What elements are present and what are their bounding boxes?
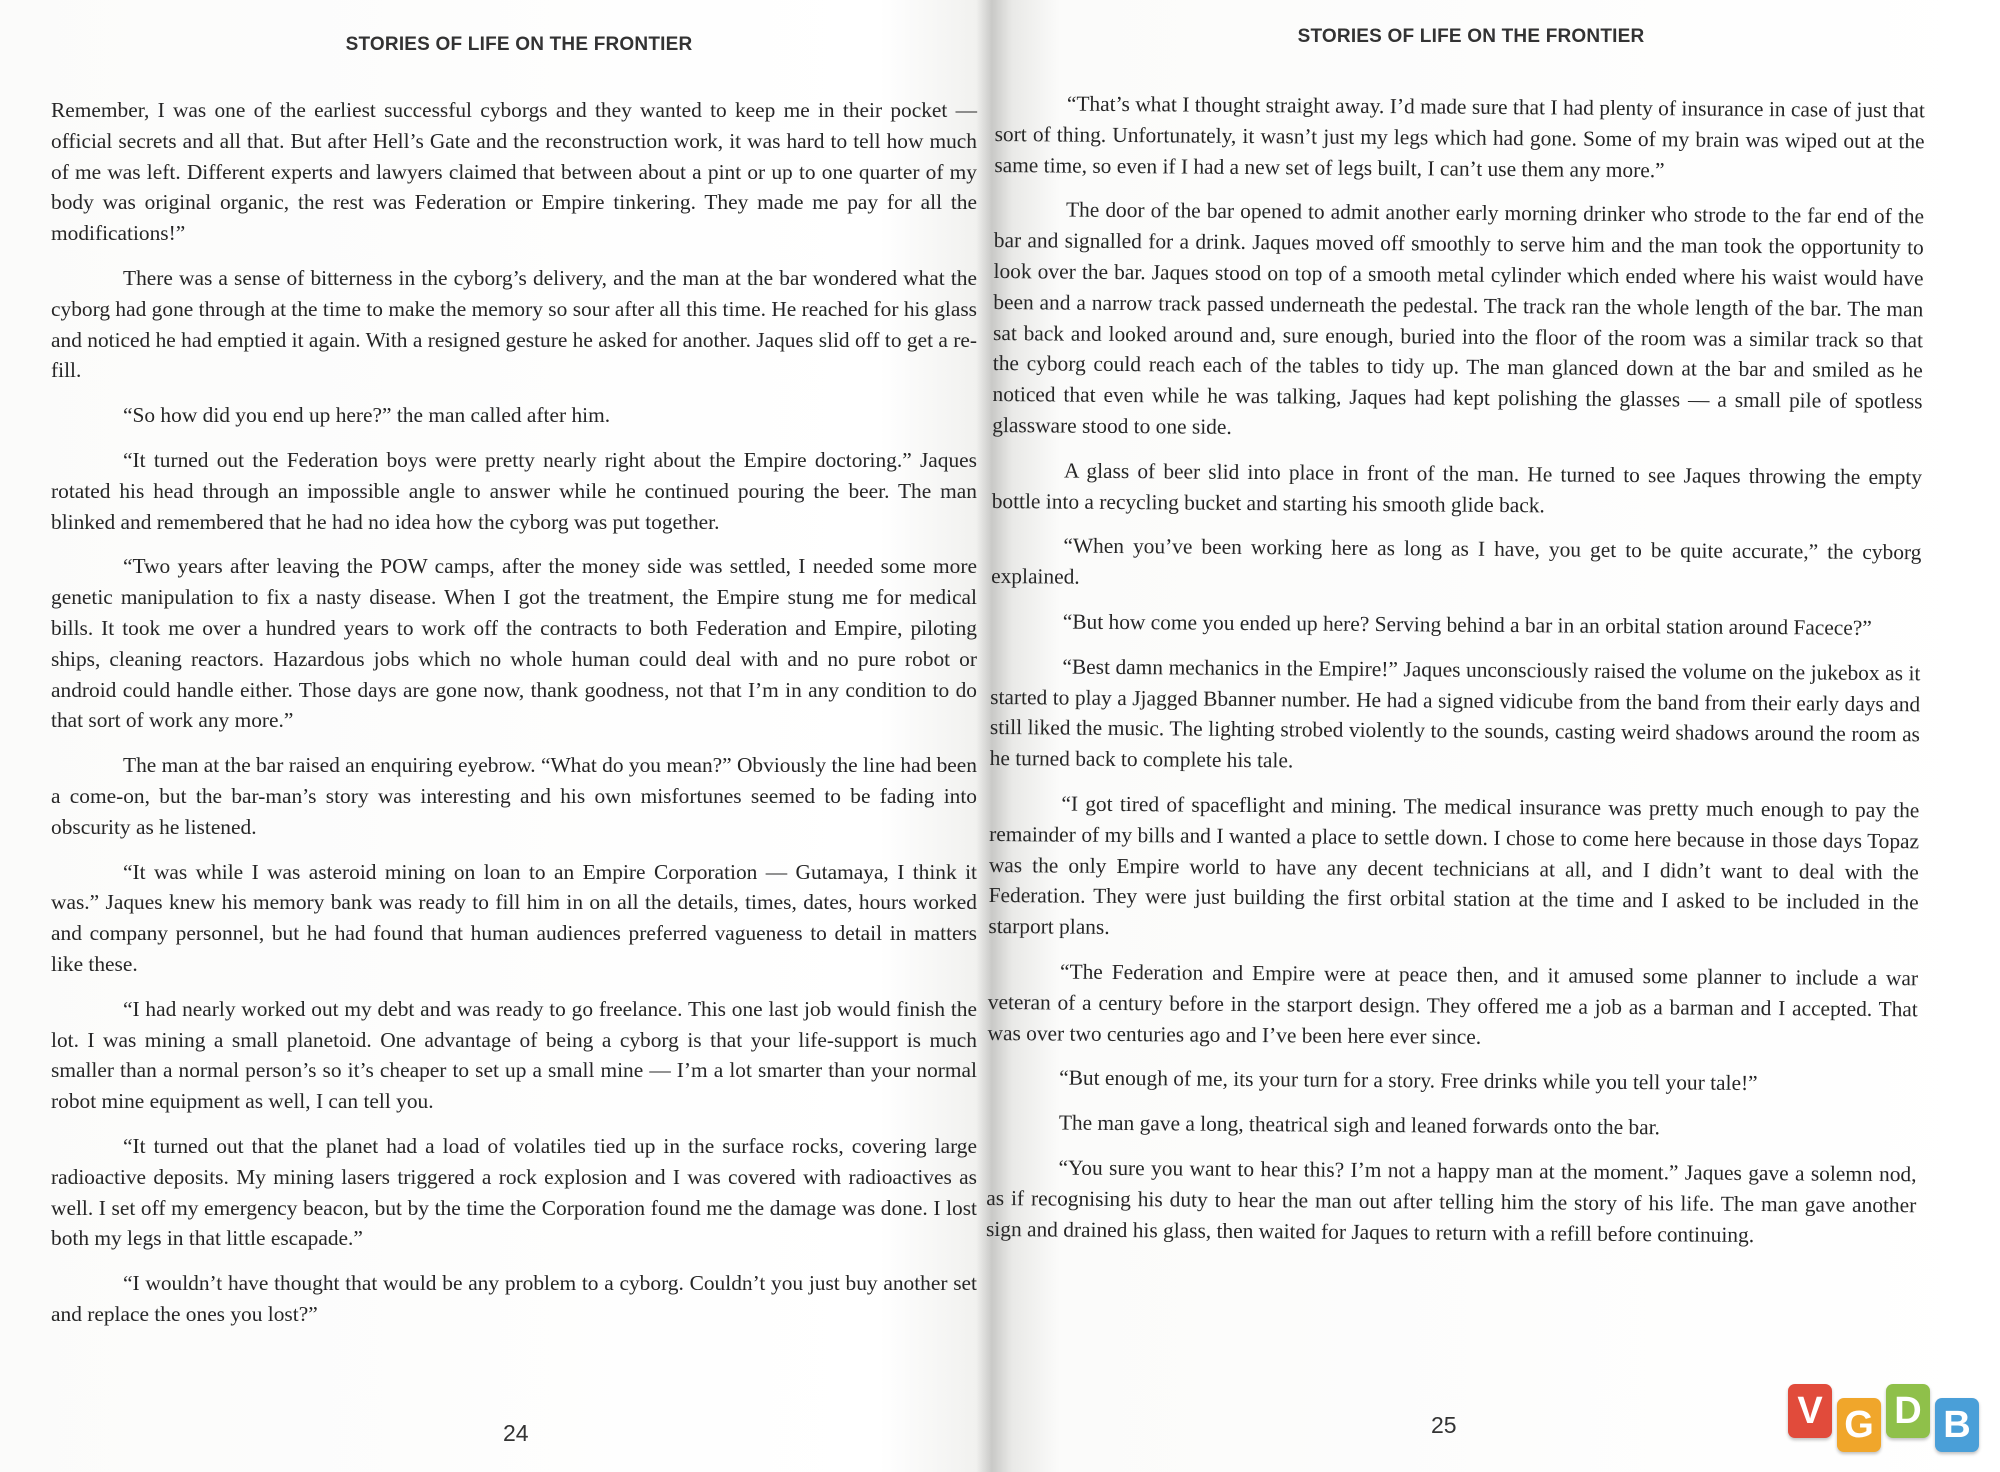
running-head: STORIES OF LIFE ON THE FRONTIER: [345, 34, 693, 55]
paragraph: “When you’ve been working here as long as I have, you get to be quite accurate,” the cyborg explained.: [991, 533, 1922, 589]
logo-letter-b: B: [1935, 1398, 1979, 1452]
paragraph: “It turned out that the planet had a load of volatiles tied up in the surface rocks, covering large radioactive deposits. My mining lasers triggered a rock explosion and I was covered with radioactives as well. I set off my emergency beacon, but by the time the Corporation found me the damage was done. I lost both my legs in that little escapade.”: [51, 1133, 977, 1251]
paragraph: “I got tired of spaceflight and mining. The medical insurance was pretty much enough to pay the remainder of my bills and I wanted a place to settle down. I chose to come here because in those days Topaz was the only Empire world to have any decent technicians at all, and I didn’t want to deal with the Federation. They were just building the first orbital station at the time and I asked to be included in the starport plans.: [988, 791, 1920, 940]
page-number: 24: [503, 1420, 529, 1446]
paragraph: “You sure you want to hear this? I’m not a happy man at the moment.” Jaques gave a solemn nod, as if recognising his duty to hear the man out after telling him the story of his life. The man gave another sign and drained his glass, then waited for Jaques to return with a refill before continuing.: [985, 1155, 1917, 1247]
paragraph: “It turned out the Federation boys were pretty nearly right about the Empire doctoring.” Jaques rotated his head through an impossible angle to answer while he continued pouring the beer. The man blinked and remembered that he had no idea how the cyborg was put together.: [51, 447, 977, 534]
paragraph: “The Federation and Empire were at peace then, and it amused some planner to include a war veteran of a century before in the starport design. They offered me a job as a barman and I accepted. That was over two centuries ago and I’ve been here ever since.: [987, 959, 1919, 1049]
right-page: [985, 0, 2000, 1472]
paragraph: “Two years after leaving the POW camps, after the money side was settled, I needed some more genetic manipulation to fix a nasty disease. When I got the treatment, the Empire stung me for medical bills. It took me over a hundred years to work off the contracts to both Federation and Empire, piloting ships, cleaning reactors. Hazardous jobs which no whole human could deal with and no pure robot or android could handle either. Those days are gone now, thank goodness, not that I’m in any condition to do that sort of work any more.”: [51, 554, 977, 733]
paragraph: “I wouldn’t have thought that would be any problem to a cyborg. Couldn’t you just buy another set and replace the ones you lost?”: [51, 1271, 977, 1326]
left-page: [0, 0, 990, 1472]
paragraph: “Best damn mechanics in the Empire!” Jaques unconsciously raised the volume on the jukebox as it started to play a Jjagged Bbanner number. He had a signed vidicube from the band from their early days and still liked the music. The lighting strobed violently to the sounds, casting weird shadows around the room as he turned back to complete his tale.: [989, 654, 1921, 773]
logo-letter-g: G: [1837, 1398, 1881, 1452]
paragraph: “It was while I was asteroid mining on loan to an Empire Corporation — Gutamaya, I think it was.” Jaques knew his memory bank was ready to fill him in on all the details, times, dates, hours worked and company personnel, but he had found that human audiences preferred vagueness to detail in matters like these.: [51, 859, 977, 976]
vgdb-watermark-logo: [1788, 1384, 1979, 1452]
paragraph: A glass of beer slid into place in front of the man. He turned to see Jaques throwing the empty bottle into a recycling bucket and starting his smooth glide back.: [991, 458, 1923, 517]
paragraph: The man gave a long, theatrical sigh and leaned forwards onto the bar.: [1058, 1110, 1661, 1140]
paragraph: “But enough of me, its your turn for a story. Free drinks while you tell your tale!”: [1059, 1065, 1758, 1096]
body-text: [51, 95, 977, 1344]
logo-letter-v: V: [1788, 1384, 1832, 1438]
paragraph: The door of the bar opened to admit another early morning drinker who strode to the far end of the bar and signalled for a drink. Jaques moved off smoothly to serve him and the man took the opportunity to look over the bar. Jaques stood on top of a smooth metal cylinder which ended where his waist would have been and a narrow track passed underneath the pedestal. The track ran the whole length of the bar. The man sat back and looked around and, sure enough, buried into the floor of the room was a similar track so that the cyborg could reach each of the tables to tidy up. The man glanced down at the bar and smiled as he noticed that even while he was talking, Jaques had kept polishing the glasses — a small pile of spotless glassware stood to one side.: [992, 197, 1925, 439]
page-number: 25: [1431, 1412, 1457, 1438]
paragraph: “But how come you ended up here? Serving behind a bar in an orbital station around Facece?”: [1062, 609, 1872, 640]
paragraph: The man at the bar raised an enquiring eyebrow. “What do you mean?” Obviously the line had been a come-on, but the bar-man’s story was interesting and his own misfortunes seemed to be fading into obscurity as he listened.: [51, 753, 977, 839]
logo-letter-d: D: [1886, 1384, 1930, 1438]
paragraph: There was a sense of bitterness in the cyborg’s delivery, and the man at the bar wondered what the cyborg had gone through at the time to make the memory so sour after all this time. He reached for his glass and noticed he had emptied it again. With a resigned gesture he asked for another. Jaques slid off to get a re-fill.: [51, 265, 977, 383]
paragraph: “I had nearly worked out my debt and was ready to go freelance. This one last job would finish the lot. I was mining a small planetoid. One advantage of being a cyborg is that your life-support is much smaller than a normal person’s so it’s cheaper to set up a small mine — I’m a lot smarter than your normal robot mine equipment as well, I can tell you.: [51, 996, 977, 1114]
paragraph: “So how did you end up here?” the man called after him.: [123, 403, 611, 428]
paragraph: Remember, I was one of the earliest successful cyborgs and they wanted to keep me in their pocket — official secrets and all that. But after Hell’s Gate and the reconstruction work, it was hard to tell how much of me was left. Different experts and lawyers claimed that between about a pint or up to one quarter of my body was original organic, the rest was Federation or Empire tinkering. They made me pay for all the modifications!”: [51, 98, 977, 246]
running-head: STORIES OF LIFE ON THE FRONTIER: [1297, 26, 1645, 47]
paragraph: “That’s what I thought straight away. I’d made sure that I had plenty of insurance in case of just that sort of thing. Unfortunately, it wasn’t just my legs which had gone. Some of my brain was wiped out at the same time, so even if I had a new set of legs built, I can’t use them any more.”: [994, 91, 1925, 182]
body-text: [986, 88, 1925, 1266]
